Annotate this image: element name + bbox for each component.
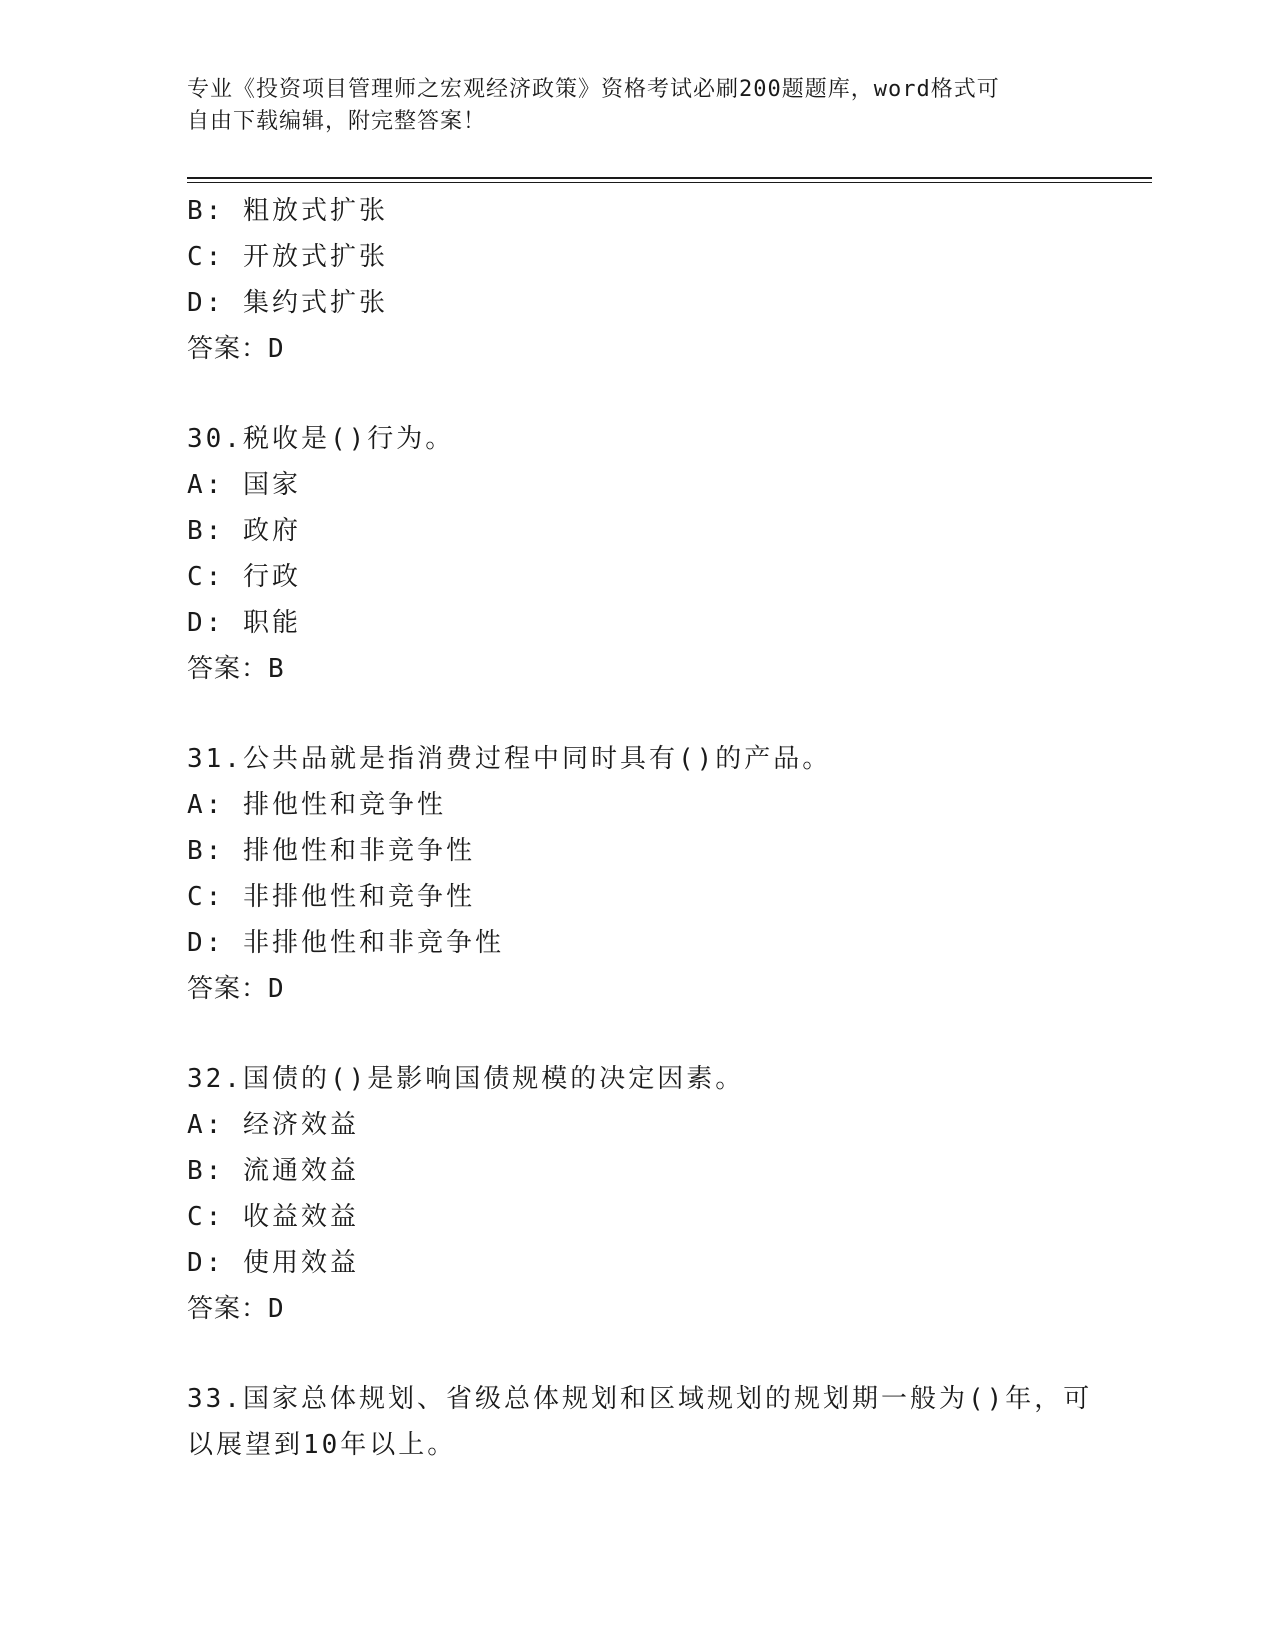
header-line-2: 自由下载编辑，附完整答案！ [187, 109, 487, 134]
option-d: D: 非排他性和非竞争性 [187, 928, 504, 958]
question-block-32 [187, 1056, 1087, 1332]
question-text-line-2: 以展望到10年以上。 [187, 1430, 457, 1460]
option-a: A: 排他性和竞争性 [187, 790, 446, 820]
header-divider-thick [187, 177, 1152, 179]
answer: 答案：B [187, 654, 285, 684]
question-block-29-partial [187, 188, 1087, 372]
question-block-30 [187, 416, 1087, 692]
option-c: C: 行政 [187, 562, 301, 592]
question-text-line-1: 33.国家总体规划、省级总体规划和区域规划的规划期一般为()年，可 [187, 1384, 1093, 1414]
option-a: A: 国家 [187, 470, 301, 500]
option-c: C: 收益效益 [187, 1202, 359, 1232]
question-block-33 [187, 1376, 1093, 1468]
option-b: B: 粗放式扩张 [187, 196, 388, 226]
option-b: B: 排他性和非竞争性 [187, 836, 475, 866]
option-d: D: 职能 [187, 608, 301, 638]
question-text: 30.税收是()行为。 [187, 424, 455, 454]
option-a: A: 经济效益 [187, 1110, 359, 1140]
header-divider-thin [187, 182, 1152, 183]
question-list [187, 188, 1093, 1468]
answer: 答案：D [187, 974, 285, 1004]
option-b: B: 政府 [187, 516, 301, 546]
question-text: 32.国债的()是影响国债规模的决定因素。 [187, 1064, 745, 1094]
option-b: B: 流通效益 [187, 1156, 359, 1186]
option-c: C: 开放式扩张 [187, 242, 388, 272]
answer: 答案：D [187, 1294, 285, 1324]
question-block-31 [187, 736, 1087, 1012]
document-header [187, 74, 1067, 138]
header-line-1: 专业《投资项目管理师之宏观经济政策》资格考试必刷200题题库，word格式可 [187, 77, 1000, 102]
option-d: D: 使用效益 [187, 1248, 359, 1278]
question-text: 31.公共品就是指消费过程中同时具有()的产品。 [187, 744, 832, 774]
option-d: D: 集约式扩张 [187, 288, 388, 318]
answer: 答案：D [187, 334, 285, 364]
option-c: C: 非排他性和竞争性 [187, 882, 475, 912]
